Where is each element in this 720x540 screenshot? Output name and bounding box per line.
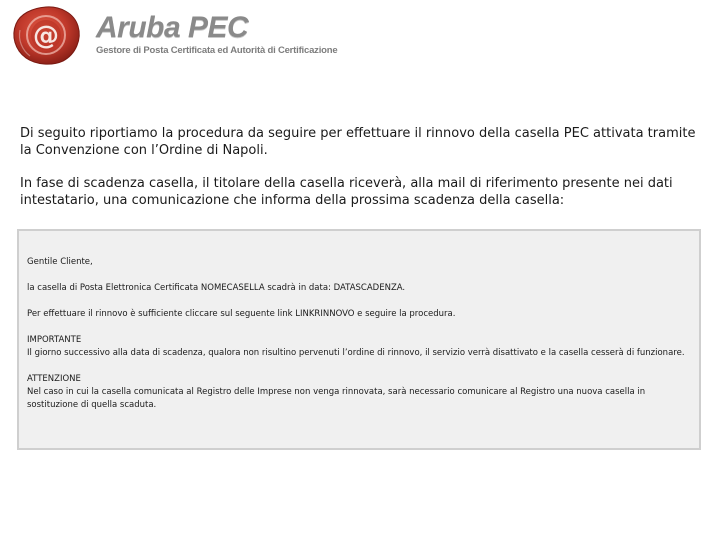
- attention-section: [27, 373, 691, 412]
- brand-subtitle: Gestore di Posta Certificata ed Autorità di Certificazione: [96, 45, 338, 56]
- important-section: [27, 334, 691, 360]
- wax-seal-at-icon: [8, 4, 84, 66]
- attention-text: Nel caso in cui la casella comunicata al Registro delle Imprese non venga rinnovata, sarà necessario comunicare al Registro una nuova casella in sostituzione di quella scaduta.: [27, 387, 646, 410]
- brand-title: Aruba PEC: [96, 11, 249, 44]
- important-title: IMPORTANTE: [27, 335, 82, 345]
- email-notification-box: [17, 229, 701, 450]
- attention-title: ATTENZIONE: [27, 374, 81, 384]
- important-text: Il giorno successivo alla data di scadenza, qualora non risultino pervenuti l’ordine di rinnovo, il servizio verrà disattivato e la casella cesserà di funzionare.: [27, 348, 685, 358]
- email-greeting: Gentile Cliente,: [27, 257, 93, 267]
- brand: [96, 12, 337, 56]
- email-expiry-line: la casella di Posta Elettronica Certificata NOMECASELLA scadrà in data: DATASCADENZA.: [27, 283, 406, 293]
- intro-paragraph: In fase di scadenza casella, il titolare della casella riceverà, alla mail di riferimento presente nei dati intestatario, una comunicazione che informa della prossima scadenza della casella:: [20, 176, 673, 208]
- email-renewal-line: Per effettuare il rinnovo è sufficiente cliccare sul seguente link LINKRINNOVO e seguire la procedura.: [27, 309, 456, 319]
- intro-paragraph: Di seguito riportiamo la procedura da seguire per effettuare il rinnovo della casella PEC attivata tramite la Convenzione con l’Ordine di Napoli.: [20, 126, 696, 158]
- svg-text:@: @: [33, 21, 59, 51]
